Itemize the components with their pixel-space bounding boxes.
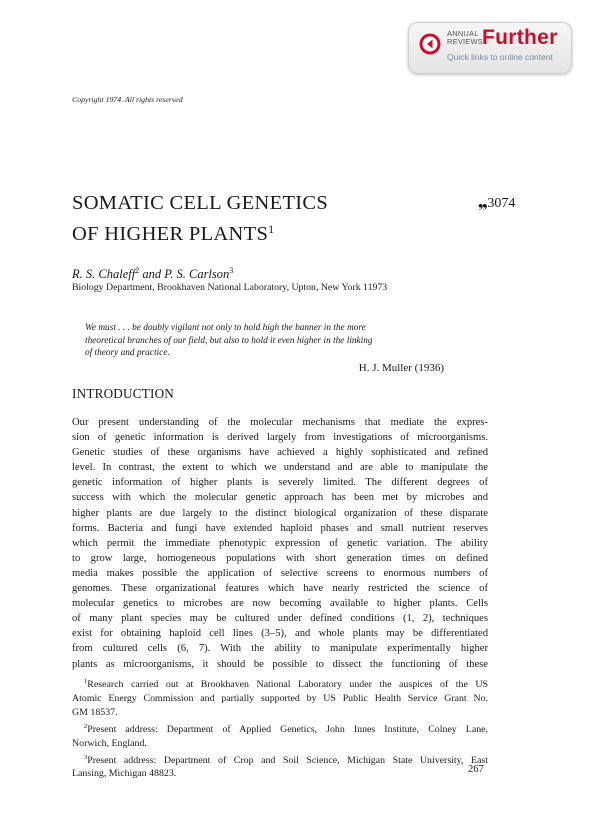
body-line: to grow large, homogeneous populations with short generation times on defined xyxy=(72,552,488,564)
footnotes xyxy=(72,675,488,781)
footnote-1-line: GM 18537. xyxy=(72,706,118,718)
footnote-3-mark: 3 xyxy=(84,753,88,761)
play-arrow-icon xyxy=(419,33,441,55)
body-paragraph xyxy=(72,415,488,672)
body-line: genetic information of higher plants is severely limited. The different degrees of xyxy=(72,477,488,489)
annual-reviews-further-badge[interactable] xyxy=(408,22,572,74)
body-line: higher plants are due largely to the distinct biological organization of these disparate xyxy=(72,507,488,519)
body-line: which permit the immediate phenotypic expression of genetic variation. The ability xyxy=(72,537,488,549)
section-heading: INTRODUCTION xyxy=(72,386,175,401)
title-line-1: SOMATIC CELL GENETICS xyxy=(72,192,329,214)
article-title xyxy=(72,190,328,247)
footnote-2-mark: 2 xyxy=(84,722,88,730)
author-conjunction: and xyxy=(142,267,162,281)
page-number: 267 xyxy=(468,764,484,775)
author-2: P. S. Carlson xyxy=(164,267,230,281)
epigraph-attribution: H. J. Muller (1936) xyxy=(358,362,444,374)
badge-further-label: Further xyxy=(482,26,558,49)
body-line: Genetic studies of these organisms have achieved a highly sophisticated and refined xyxy=(72,447,488,459)
body-line: genomes. These organizational features which have nearly restricted the science of xyxy=(72,583,488,595)
footnote-2-line: Norwich, England. xyxy=(72,737,147,749)
author-1: R. S. Chaleff xyxy=(72,267,136,281)
footnote-1-line: Atomic Energy Commission and partially supported by US Public Health Service Grant No. xyxy=(72,692,488,704)
epigraph-line: of theory and practice. xyxy=(85,348,170,359)
body-line: plants as microorganisms, it should be possible to dissect the functioning of these xyxy=(72,658,488,670)
body-line: molecular genetics to microbes are now becoming available to higher plants. Cells xyxy=(72,598,488,610)
body-line: exist for obtaining haploid cell lines (3–5), and whole plants may be differentiated xyxy=(72,628,488,640)
body-line: forms. Bacteria and fungi have extended haploid phases and small nutrient reserves xyxy=(72,522,488,534)
epigraph-line: theoretical branches of our field, but also to hold it even higher in the linking xyxy=(85,335,373,346)
copyright-notice: Copyright 1974. All rights reserved xyxy=(72,95,183,104)
author-1-mark: 2 xyxy=(135,266,140,275)
body-line: sion of genetic information is derived largely from investigations of microorganisms. xyxy=(72,432,488,444)
body-line: from cultured cells (6, 7). With the ability to manipulate experimentally higher xyxy=(72,643,488,655)
author-2-mark: 3 xyxy=(229,266,234,275)
title-footnote-mark: 1 xyxy=(268,222,275,236)
footnote-2-line: $^2$Present address: Department of Applied Genetics, John Innes Institute, Colney Lane, xyxy=(84,722,488,735)
footnote-3-line: Lansing, Michigan 48823. xyxy=(72,768,177,780)
author-affiliation: Biology Department, Brookhaven National Laboratory, Upton, New York 11973 xyxy=(72,282,388,293)
article-serial-number: ❠3074 xyxy=(478,196,516,211)
body-line: success with which the molecular genetic approach has been met by microbes and xyxy=(72,492,488,504)
footnote-1-mark: 1 xyxy=(84,678,88,685)
author-line xyxy=(72,266,233,282)
body-line: level. In contrast, the extent to which we understand and are able to manipulate the xyxy=(72,462,488,474)
epigraph-line: We must . . . be doubly vigilant not only to hold high the banner in the more xyxy=(85,323,366,333)
body-line: of many plant species may be cultured under defined conditions (1, 2), techniques xyxy=(72,613,488,625)
epigraph-quote xyxy=(85,322,445,360)
badge-annual-reviews-label: ANNUAL REVIEWS xyxy=(447,29,483,46)
footnote-3-line: $^3$Present address: Department of Crop and Soil Science, Michigan State University, East xyxy=(84,753,488,766)
title-line-2: OF HIGHER PLANTS$^1$ xyxy=(72,222,275,245)
footnote-1-line: $^1$Research carried out at Brookhaven National Laboratory under the auspices of the US xyxy=(84,678,488,690)
body-line: Our present understanding of the molecular mechanisms that mediate the expres- xyxy=(72,417,488,428)
body-line: media makes possible the application of selective screens to enormous numbers of xyxy=(72,567,488,579)
badge-subtitle: Quick links to online content xyxy=(447,52,553,62)
